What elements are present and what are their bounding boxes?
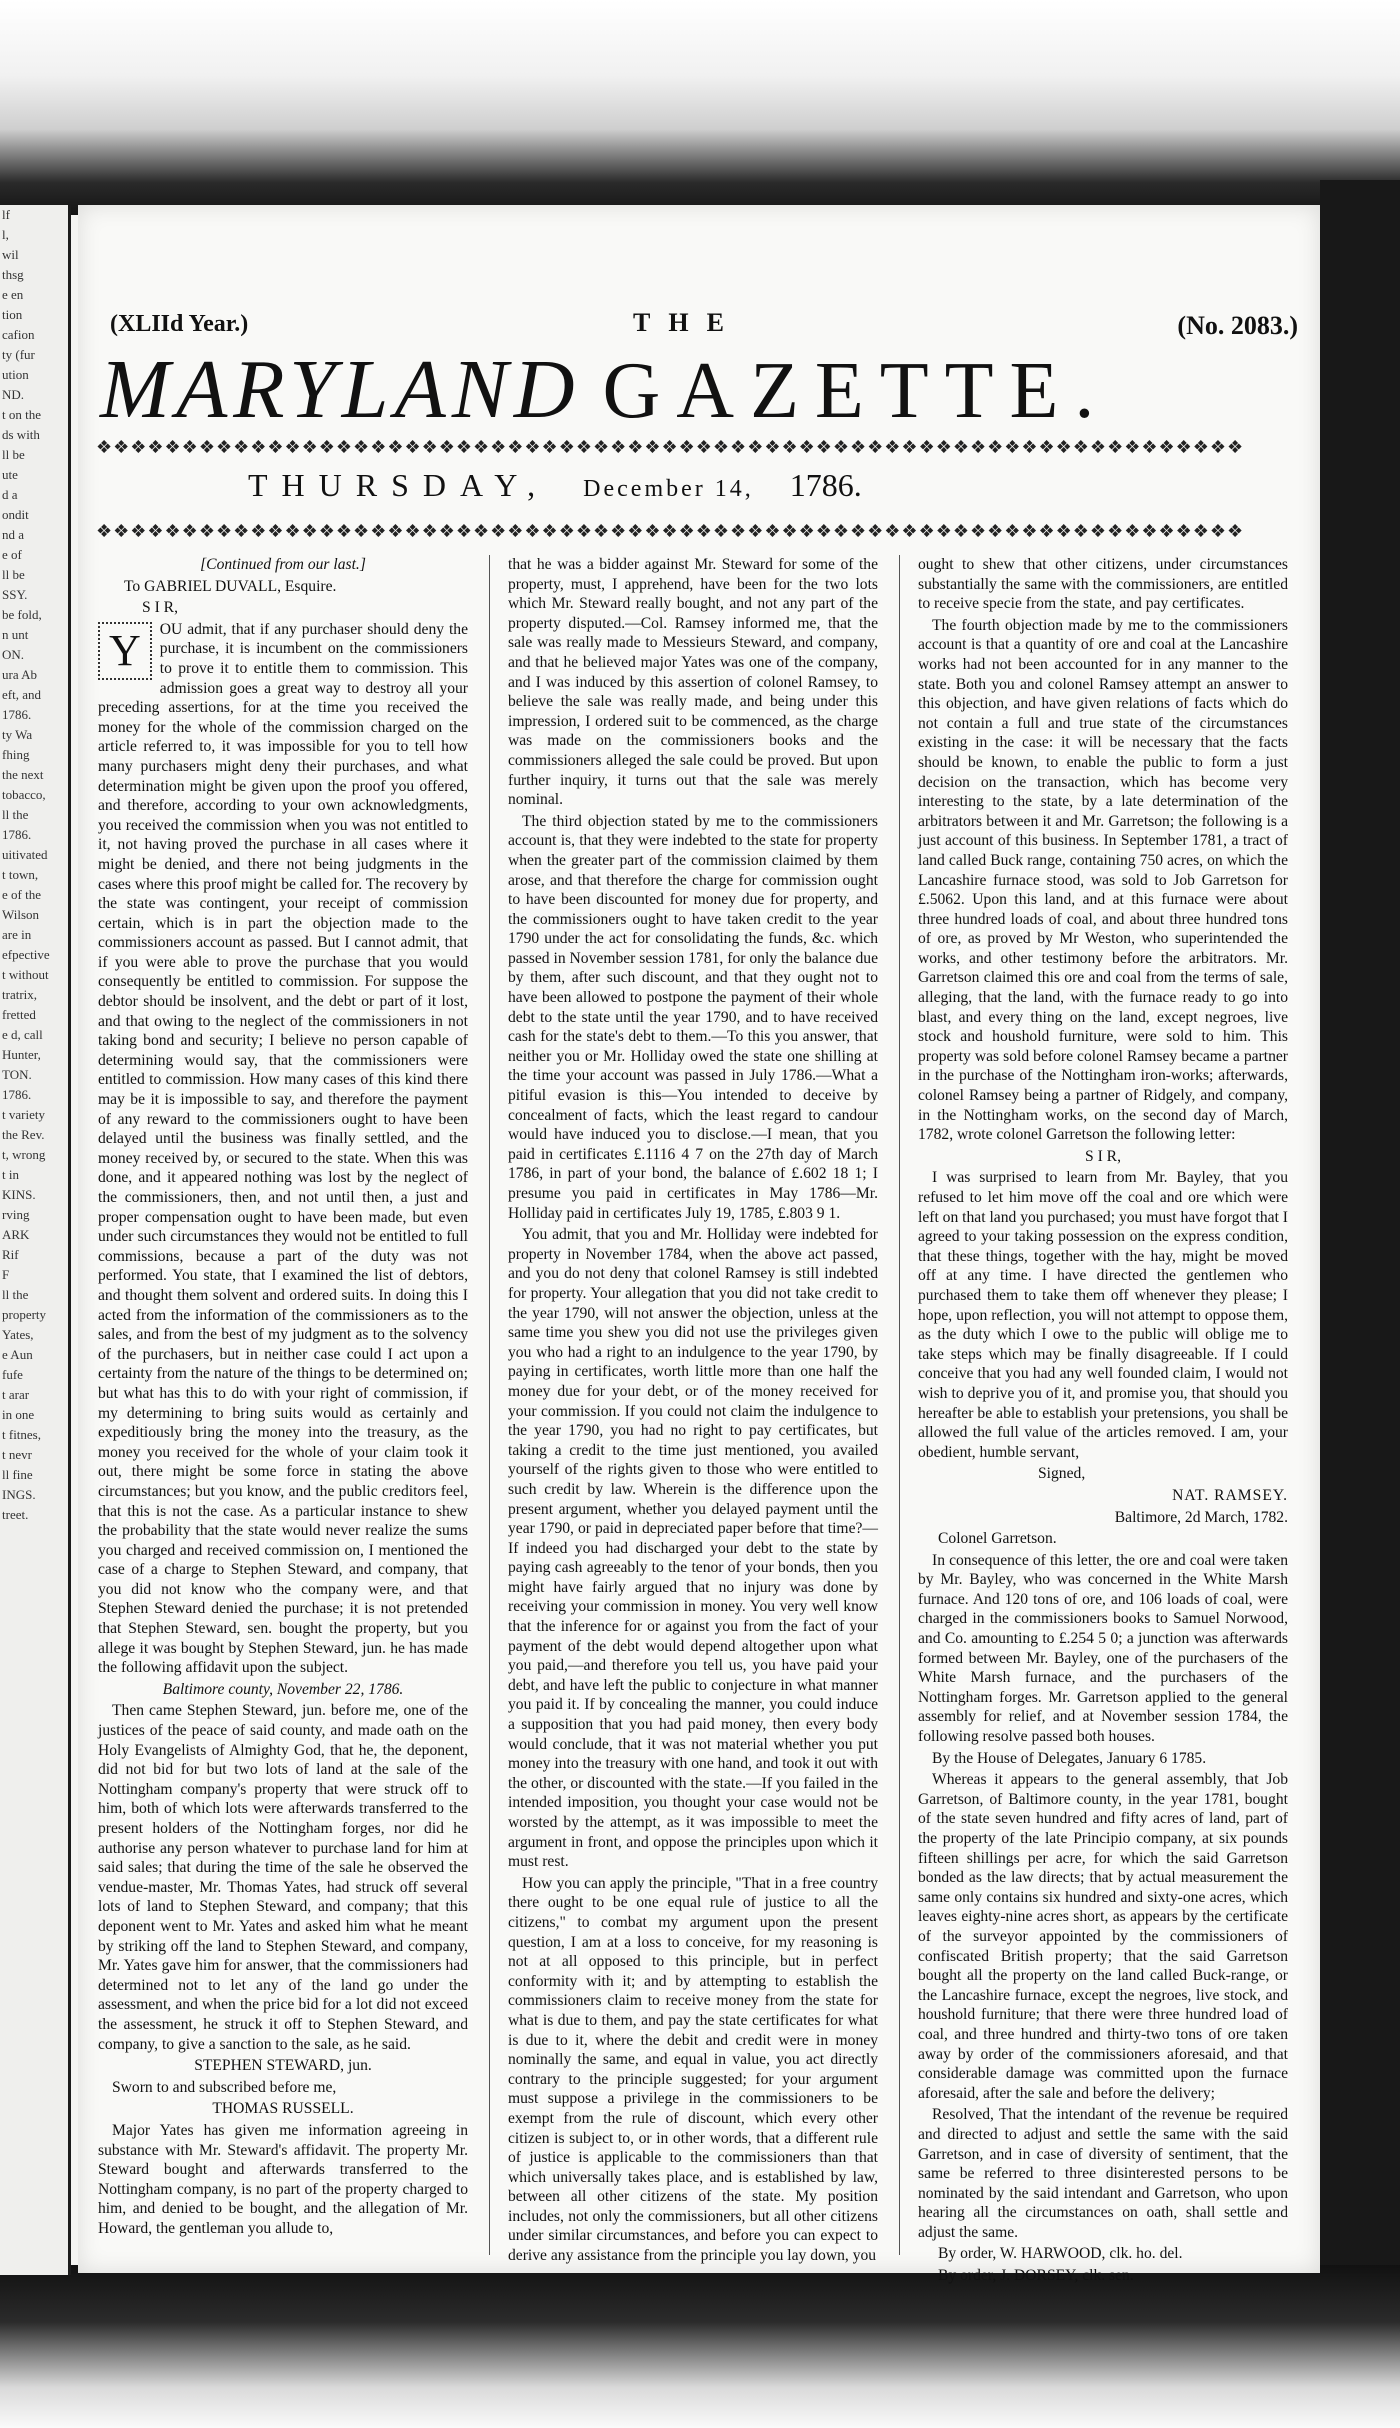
adjacent-page-text-fragment: tobacco, <box>2 787 46 802</box>
adjacent-page-text-fragment: 1786. <box>2 1087 32 1102</box>
adjacent-page-fragment <box>0 205 71 2275</box>
column-rule <box>899 555 900 2255</box>
adjacent-page-text-fragment: e d, call <box>2 1027 43 1042</box>
quoted-letter-signer: NAT. RAMSEY. <box>1172 1486 1288 1504</box>
volume-year: (XLIId Year.) <box>110 311 249 337</box>
adjacent-page-text-fragment: e Aun <box>2 1347 33 1362</box>
letter-paragraph: The third objection stated by me to the commissioners account is, that they were indebted to the state for property when the greater part of the commission claimed by them arose, and that therefore the charge for commission ought to have been discounted for money due for property, and the commissioners ought to have taken credit to the year 1790 under the act for consolidating the funds, &c. which passed in November session 1781, for only the balance due by them, after such discount, and that they ought not to have been allowed to postpone the payment of their whole debt to the state until the year 1790, and to have received cash for the state's debt to them.—To this you answer, that neither you or Mr. Holliday owed the state one shilling at the time your account was passed in July 1786.—What a pitiful evasion is this—You intended to deceive by concealment of facts, which the least regard to candour would have induced you to disclose.—I mean, that you paid in certificates £.1116 4 7 on the 27th day of March 1786, in part of your bond, the balance of £.602 18 1; I presume you paid in certificates in May 1786—Mr. Holliday paid in certificates July 19, 1785, £.803 9 1. <box>508 812 878 1222</box>
adjacent-page-text-fragment: d a <box>2 487 18 502</box>
adjacent-page-text-fragment: Rif <box>2 1247 19 1262</box>
affidavit-signer: STEPHEN STEWARD, jun. <box>194 2057 372 2075</box>
adjacent-page-text-fragment: 1786. <box>2 707 32 722</box>
date-weekday: THURSDAY, <box>248 467 550 503</box>
letter-paragraph: ought to shew that other citizens, under circumstances substantially the same with the commissioners, are entitled to receive specie from the state, and pay certificates. <box>918 556 1288 613</box>
column-3 <box>918 555 1288 2285</box>
adjacent-page-text-fragment: l, <box>2 227 9 242</box>
adjacent-page-text-fragment: thsg <box>2 267 24 282</box>
adjacent-page-text-fragment: ondit <box>2 507 29 522</box>
adjacent-page-text-fragment: t nevr <box>2 1447 32 1462</box>
adjacent-page-text-fragment: t, wrong <box>2 1147 46 1162</box>
adjacent-page-text-fragment: ARK <box>2 1227 30 1242</box>
adjacent-page-text-fragment: ON. <box>2 647 25 662</box>
newspaper-title <box>100 341 1310 438</box>
issue-date <box>248 467 1148 504</box>
order-delegates: By order, W. HARWOOD, clk. ho. del. <box>938 2245 1183 2263</box>
adjacent-page-text-fragment: ty Wa <box>2 727 33 742</box>
adjacent-page-text-fragment: t fitnes, <box>2 1427 41 1442</box>
adjacent-page-text-fragment: Hunter, <box>2 1047 41 1062</box>
title-gazette: GAZETTE. <box>602 347 1111 435</box>
book-background-bottom <box>0 2265 1400 2428</box>
adjacent-page-text-fragment: are in <box>2 927 32 942</box>
adjacent-page-text-fragment: ty (fur <box>2 347 35 362</box>
signed-label: Signed, <box>1038 1465 1086 1483</box>
sworn-line: Sworn to and subscribed before me, <box>112 2078 337 2096</box>
adjacent-page-text-fragment: Wilson <box>2 907 40 922</box>
adjacent-page-text-fragment: property <box>2 1307 47 1322</box>
adjacent-page-text-fragment: e of the <box>2 887 41 902</box>
adjacent-page-text-fragment: fretted <box>2 1007 36 1022</box>
adjacent-page-text-fragment: t variety <box>2 1107 45 1122</box>
letter-paragraph: Major Yates has given me information agreeing in substance with Mr. Steward's affidavit. The property Mr. Steward bought and afterwards transferred to the Nottingham company, is no part of the property charged to him, and denied to be bought, and the allegation of Mr. Howard, the gentleman you allude to, <box>98 2121 468 2237</box>
date-year: 1786. <box>789 467 862 503</box>
adjacent-page-text-fragment: uitivated <box>2 847 48 862</box>
adjacent-page-text-fragment: cafion <box>2 327 35 342</box>
adjacent-page-text-fragment: ll the <box>2 1287 29 1302</box>
adjacent-page-text-fragment: treet. <box>2 1507 29 1522</box>
ornament-rule-bottom: ❖❖❖❖❖❖❖❖❖❖❖❖❖❖❖❖❖❖❖❖❖❖❖❖❖❖❖❖❖❖❖❖❖❖❖❖❖❖❖❖❖❖❖❖❖❖❖❖❖❖❖❖❖❖❖❖❖❖❖❖❖❖❖❖❖❖❖ <box>96 521 1245 541</box>
title-the: THE <box>633 308 742 337</box>
adjacent-page-text-fragment: efpective <box>2 947 50 962</box>
adjacent-page-text-fragment: ND. <box>2 387 25 402</box>
adjacent-page-text-fragment: fhing <box>2 747 30 762</box>
date-month-day: December 14, <box>583 476 754 502</box>
adjacent-page-text-fragment: 1786. <box>2 827 32 842</box>
adjacent-page-text-fragment: t on the <box>2 407 41 422</box>
adjacent-page-text-fragment: t arar <box>2 1387 30 1402</box>
column-1 <box>98 555 468 2255</box>
ornament-rule-top: ❖❖❖❖❖❖❖❖❖❖❖❖❖❖❖❖❖❖❖❖❖❖❖❖❖❖❖❖❖❖❖❖❖❖❖❖❖❖❖❖❖❖❖❖❖❖❖❖❖❖❖❖❖❖❖❖❖❖❖❖❖❖❖❖❖❖❖ <box>96 437 1245 457</box>
letter-paragraph <box>98 620 468 1678</box>
adjacent-page-text-fragment: ll be <box>2 567 25 582</box>
adjacent-page-text-fragment: t town, <box>2 867 39 882</box>
paragraph-text: OU admit, that if any purchaser should deny the purchase, it is incumbent on the commissioners to prove it to entitle them to commission. This admission goes a great way to destroy all your preceding assertions, for at the time you received the money for the whole of the commission charged on the article referred to, it was impossible for you to tell how many purchasers might deny their purchases, and what determination might be given upon the proof you offered, and therefore, according to your own acknowledgments, you received the commission when you was not entitled to it, not having proved the purchase in all cases where it might be denied, and there not being judgments in the cases where this proof might be called for. The recovery by the state was contingent, your receipt of commission certain, which is in part the objection made to the commissioners account as passed. But I cannot admit, that if you were able to prove the purchase that you would consequently be entitled to commission. For suppose the debtor should be insolvent, and the debt or part of it lost, and that owing to the neglect of the commissioners in not taking bond and security; I believe no person capable of determining would say, that the commissioners were entitled to commission. How many cases of this kind there may be it is impossible to say, and therefore the payment of any reward to the commissioners ought to have been delayed until the business was finally settled, and the money received by, or secured to the state. When this was done, and it appeared nothing was lost by the neglect of the commissioners, then, and not until then, a just and proper compensation ought to have been made, but even under such circumstances they would not be entitled to full commissions, because a part of the duty was not performed. You state, that I examined the list of debtors, and thought them solvent and ordered suits. In doing this I acted from the information of the commissioners as to the sales, and from the best of my judgment as to the solvency of the purchasers, but in neither case could I act upon a certainty from the nature of the things to be determined on; but what has this to do with your right of commission, if my determining to bring suits would as certainly and expeditiously bring the money into the treasury, as the money you received for the whole of your claim took it out, there might be some force in stating the above circumstances; but you know, and the public creditors feel, that this is not the case. As a particular instance to shew the probability that the state would never realize the sums you charged and received commission on, I mentioned the case of a charge to Stephen Steward, and company, that you did not know who the company were, and that Stephen Steward denied the purchase; it is not pretended that Stephen Steward, sen. bought the property, but you allege it was bought by Stephen Steward, jun. he has made the following affidavit upon the subject. <box>98 620 468 1677</box>
quoted-letter-salutation: S I R, <box>1085 1147 1121 1165</box>
letter-addressee: To GABRIEL DUVALL, Esquire. <box>124 577 337 595</box>
letter-paragraph: How you can apply the principle, "That in a free country there ought to be one equal rule of justice to all the citizens," to combat my argument upon the present question, I am at a loss to conceive, for my reasoning is not at all opposed to this principle, but in perfect conformity with it; and by attempting to establish the commissioners claim to receive money from the state for what is due to them, and pay the state certificates for what is due to it, where the debit and credit were in money nominally the same, and equal in value, you act directly contrary to the principle suggested; for your argument must suppose a privilege in the commissioners to be exempt from the rule of discount, which every other citizen is subject to, or in other words, that a different rule of justice is applicable to the commissioners than that which universally takes place, and is established by law, between all other citizens of the state. My position includes, not only the commissioners, but all other citizens under similar circumstances, and before you can expect to derive any assistance from the principle you lay down, you <box>508 1874 878 2265</box>
adjacent-page-text-fragment: Yates, <box>2 1327 34 1342</box>
quoted-letter-addressee: Colonel Garretson. <box>938 1530 1057 1548</box>
quoted-letter-place: Baltimore, 2d March, 1782. <box>1114 1508 1288 1526</box>
issue-number: (No. 2083.) <box>1177 311 1298 340</box>
adjacent-page-text-fragment: nd a <box>2 527 25 542</box>
justice-signature: THOMAS RUSSELL. <box>212 2100 354 2118</box>
adjacent-page-text-fragment: ll be <box>2 447 25 462</box>
adjacent-page-text-fragment: e of <box>2 547 22 562</box>
adjacent-page-text-fragment: n unt <box>2 627 29 642</box>
letter-paragraph: You admit, that you and Mr. Holliday were indebted for property in November 1784, when the above act passed, and you do not deny that colonel Ramsey is still indebted for property. Your allegation that you did not take credit to the year 1790, will not answer the objection, unless at the same time you shew you did not use the privileges given you who had a right to an indulgence to the year 1790, by paying in certificates, worth little more than one half the money due for your debt, or of the money received for your commission. If you could not claim the indulgence to the year 1790, you had no right to pay certificates, but taking a credit to the time just mentioned, you availed yourself of the rights given to those who were entitled to such credit by law. Wherein is the difference upon the present argument, whether you delayed payment until the year 1790, or paid in depreciated paper before that time?—If indeed you had discharged your debt to the state by paying cash agreeably to the tenor of your bonds, then you might have fairly argued that no injury was done by receiving your commission in money. You very well know that the inference for or against you from the fact of your payment of the debt would depend altogether upon what you paid,—and therefore you tell us, you have paid your debt, and have left the public to conjecture in what manner you paid it. If by concealing the manner, you could induce a supposition that you had paid money, then every body would conclude, that it was not material whether you put money into the treasury with one hand, and took it out with the other, or discounted with the state.—If you failed in the intended imposition, you thought your case would not be worsted by the attempt, as it was impossible to meet the argument in front, and oppose the principles upon which it must rest. <box>508 1226 878 1871</box>
resolution-preamble: Whereas it appears to the general assembly, that Job Garretson, of Baltimore county, in the year 1781, bought of the state seven hundred and fifty acres of land, part of the property of the late Principio company, at six pounds fifteen shillings per acre, for which the said Garretson bonded as the law directs; that by actual measurement the same only contains six hundred and sixty-one acres, which leaves eighty-nine acres short, as appears by the certificate of the surveyor appointed by the commissioners of confiscated British property; that the said Garretson bought all the property on the land called Buck-range, or the Lancashire furnace, except the negroes, live stock, and houshold furniture; that there were three hundred load of coal, and three hundred and thirty-two tons of ore taken away by order of the commissioners aforesaid, and that considerable damage was committed upon the furnace aforesaid, after the sale and before the delivery; <box>918 1771 1288 2102</box>
resolution-heading: By the House of Delegates, January 6 1785. <box>932 1749 1207 1767</box>
adjacent-page-text-fragment: INGS. <box>2 1487 36 1502</box>
drop-cap: Y <box>98 622 152 680</box>
masthead <box>78 205 1320 550</box>
adjacent-page-text-fragment: KINS. <box>2 1187 36 1202</box>
continued-note: [Continued from our last.] <box>200 556 366 573</box>
resolution-text: Resolved, That the intendant of the revenue be required and directed to adjust and settle the same with the said Garretson, and in case of diversity of sentiment, that the same be referred to three disinterested persons to be nominated by the said intendant and Garretson, who upon hearing all the circumstances on oath, shall settle and adjust the same. <box>918 2106 1288 2241</box>
order-senate: By order, J. DORSEY, clk. sen. <box>938 2267 1134 2285</box>
letter-paragraph: In consequence of this letter, the ore and coal were taken by Mr. Bayley, who was concerned in the White Marsh furnace. And 120 tons of ore, and 106 loads of coal, were charged in the commissioners books to Samuel Norwood, and Co. amounting to £.254 5 0; a junction was afterwards formed between Mr. Bayley, one of the purchasers of the White Marsh furnace, and the purchasers of the Nottingham forges. Mr. Garretson applied to the general assembly for relief, and at November session 1784, the following resolve passed both houses. <box>918 1551 1288 1746</box>
adjacent-page-text-fragment: be fold, <box>2 607 42 622</box>
adjacent-page-text-fragment: ute <box>2 467 18 482</box>
letter-salutation: S I R, <box>142 599 178 617</box>
adjacent-page-text-fragment: t without <box>2 967 49 982</box>
article-columns <box>98 555 1298 2285</box>
adjacent-page-text-fragment: the Rev. <box>2 1127 45 1142</box>
adjacent-page-text-fragment: TON. <box>2 1067 32 1082</box>
title-maryland: MARYLAND <box>100 343 581 436</box>
book-background-top <box>0 0 1400 215</box>
adjacent-page-text-fragment: rving <box>2 1207 30 1222</box>
adjacent-page-text-fragment: ll fine <box>2 1467 33 1482</box>
adjacent-page-text-fragment: in one <box>2 1407 35 1422</box>
adjacent-page-text-fragment: tion <box>2 307 23 322</box>
adjacent-page-text-fragment: t in <box>2 1167 19 1182</box>
adjacent-page-text-fragment: ll the <box>2 807 29 822</box>
letter-paragraph: that he was a bidder against Mr. Steward for some of the property, must, I apprehend, have been for the two lots which Mr. Steward really bought, and not any part of the property disputed.—Col. Ramsey informed me, that the sale was really made to Messieurs Steward, and company, and that he believed major Yates was one of the company, and I was induced by this assertion of colonel Ramsey, to believe the sale was really made, and being under this impression, I ordered suit to be commenced, as the charge was made on the commissioners books and the commissioners alleged the sale could be proved. But upon further inquiry, it turns out that the sale was merely nominal. <box>508 556 878 809</box>
adjacent-page-text-fragment: F <box>2 1267 10 1282</box>
adjacent-page-text-fragment: lf <box>2 207 10 222</box>
adjacent-page-text-fragment: the next <box>2 767 44 782</box>
book-background-right <box>1320 180 1400 2290</box>
adjacent-page-text-fragment: SSY. <box>2 587 28 602</box>
adjacent-page-text-fragment: tratrix, <box>2 987 38 1002</box>
adjacent-page-text-fragment: e en <box>2 287 24 302</box>
adjacent-page-text-fragment: ura Ab <box>2 667 38 682</box>
adjacent-page-text-fragment: wil <box>2 247 19 262</box>
affidavit-text: Then came Stephen Steward, jun. before me, one of the justices of the peace of said county, and made oath on the Holy Evangelists of Almighty God, that he, the deponent, did not bid for but two lots of land at the sale of the Nottingham company's property that were struck off to him, both of which lots were afterwards transferred to the present holders of the Nottingham forges, nor did he authorise any person whatever to purchase land for him at said sales; that during the time of the sale he observed the vendue-master, Mr. Thomas Yates, had struck off several lots of land to Stephen Steward, and company; that this deponent went to Mr. Yates and asked him what he meant by striking off the land to Stephen Steward, and company, Mr. Yates gave him for answer, that the commissioners had determined not to let any of the land go under the assessment, and when the price bid for a lot did not exceed the assessment, he struck it off to Stephen Steward, and company, to give a sanction to the sale, as he said. <box>98 1702 468 2053</box>
column-2 <box>508 555 878 2265</box>
adjacent-page-text-fragment: ution <box>2 367 29 382</box>
column-rule <box>489 555 490 2255</box>
affidavit-dateline: Baltimore county, November 22, 1786. <box>162 1680 404 1698</box>
adjacent-page-text-fragment: eft, and <box>2 687 41 702</box>
quoted-letter-body: I was surprised to learn from Mr. Bayley, that you refused to let him move off the coal and ore which were left on that land you purchased; you must have forgot that I agreed to your taking possession on the express condition, that these things, together with the hay, might be moved off at any time. I have directed the gentlemen who purchased them to take them off whenever they please; I hope, upon reflection, you will not attempt to oppose them, as the duty which I owe to the public will oblige me to take steps which may be finally disagreeable. If I could conceive that you had any well founded claim, I would not wish to deprive you of it, and promise you, that should you hereafter be able to establish your pretensions, you shall be allowed the full value of the articles removed. I am, your obedient, humble servant, <box>918 1169 1288 1461</box>
letter-paragraph: The fourth objection made by me to the commissioners account is that a quantity of ore and coal at the Lancashire works had not been accounted for in any manner to the state. Both you and colonel Ramsey attempt an answer to this objection, and have given relations of facts which do not contain a full and true state of the circumstances existing in the case: it will be necessary that the facts should be known, to enable the public to form a just decision on the transaction, which has become very interesting to the state, by a late determination of the arbitrators between it and Mr. Garretson; the following is a just account of this business. In September 1781, a tract of land called Buck range, containing 750 acres, on which the Lancashire furnace stood, was sold to Job Garretson for £.5062. Upon this land, and at this furnace were about three hundred loads of coal, and about three hundred tons of ore, as proved by Mr Weston, who superintended the works, and other testimony before the arbitrators. Mr. Garretson claimed this ore and coal from the terms of sale, alleging, that the land, with the furnace ready to go into blast, and every thing on the land, except negroes, live stock and houshold furniture, were sold to him. This property was sold before colonel Ramsey became a partner in the purchase of the Nottingham iron-works; afterwards, colonel Ramsey being a partner of Ridgely, and company, in the Nottingham works, on the second day of March, 1782, wrote colonel Garretson the following letter: <box>918 616 1288 1144</box>
adjacent-page-text-fragment: fufe <box>2 1367 23 1382</box>
adjacent-page-text-fragment: ds with <box>2 427 40 442</box>
newspaper-page <box>78 205 1320 2285</box>
